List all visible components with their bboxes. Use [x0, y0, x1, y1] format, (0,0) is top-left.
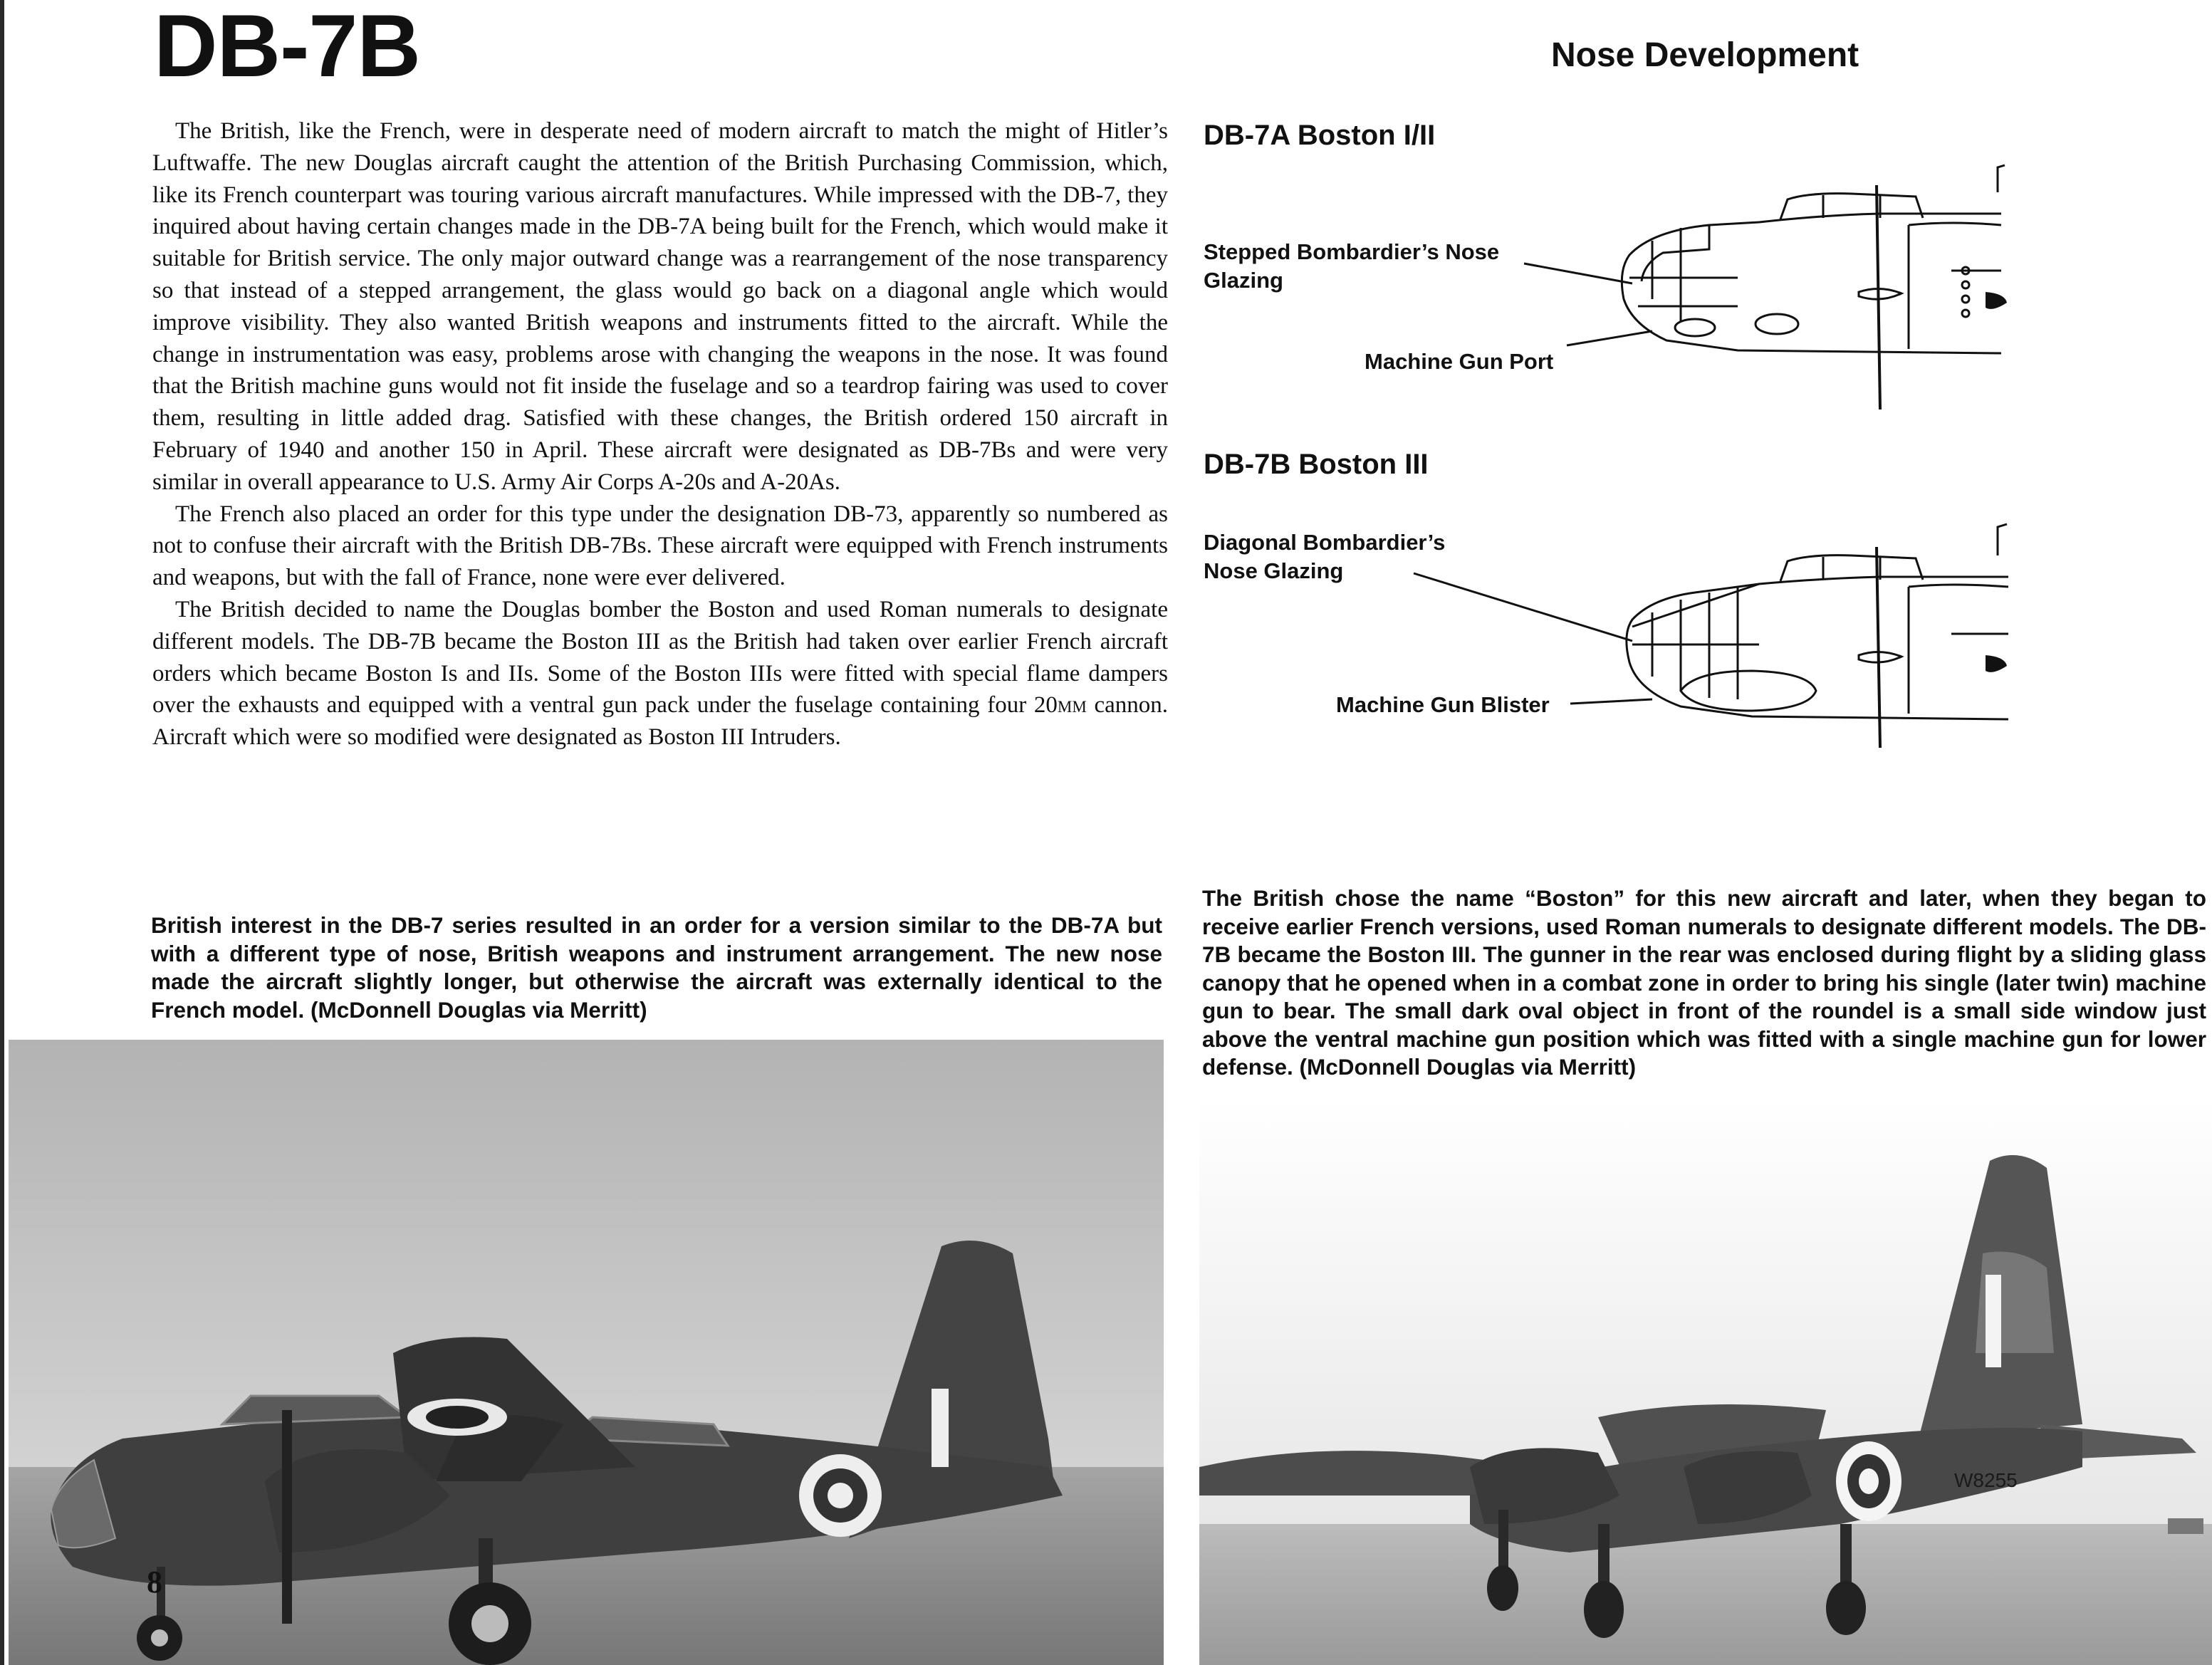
- diagram-title-db7a: DB-7A Boston I/II: [1204, 120, 1436, 151]
- machine-gun-port-shape: [1675, 319, 1715, 336]
- body-paragraph: [152, 594, 1168, 753]
- callout-gun-port: Machine Gun Port: [1365, 349, 1554, 374]
- leader-line: [1567, 331, 1652, 345]
- para3-text: The British decided to name the Douglas bomber the Boston and used Roman numerals to designate different models. The DB-7B became the Boston III as the British had taken over earlier French aircraft orders which became Boston Is and IIs. Some of the Boston IIIs were fitted with special flame dampers over the exhausts and equipped with a ventral gun pack under the fuselage containing four 20: [152, 596, 1168, 719]
- page-title: DB-7B: [154, 0, 420, 95]
- callout-line: Glazing: [1204, 268, 1283, 293]
- unit-mm: mm: [1057, 692, 1087, 719]
- leader-line: [1570, 699, 1652, 704]
- callout-gun-blister: Machine Gun Blister: [1336, 692, 1550, 717]
- diagram-db7b-nose: [1196, 513, 2023, 769]
- callout-line: Nose Glazing: [1204, 558, 1344, 583]
- diagram-title-db7b: DB-7B Boston III: [1204, 449, 1429, 480]
- callout-line: Diagonal Bombardier’s: [1204, 530, 1446, 555]
- leader-line: [1524, 263, 1632, 283]
- photo-caption-left: British interest in the DB-7 series resulted in an order for a version similar to the DB-7A but with a different type of nose, British weapons and instrument arrangement. The new nose made the aircraft slightly longer, but otherwise the aircraft was externally identical to the French model. (McDonnell Douglas via Merritt): [151, 912, 1162, 1023]
- callout-line: Stepped Bombardier’s Nose: [1204, 239, 1500, 264]
- diagram-db7a-nose: [1196, 157, 2023, 427]
- machine-gun-blister-shape: [1681, 671, 1816, 711]
- photo-boston-iii: [1199, 1097, 2212, 1665]
- body-text: [152, 115, 1168, 753]
- photo-db7b-side: [9, 1040, 1164, 1665]
- leader-line: [1414, 573, 1632, 641]
- page-edge-shadow: [0, 0, 4, 1665]
- body-paragraph: The French also placed an order for this type under the designation DB-73, apparently so numbered as not to confuse their aircraft with the British DB-7Bs. These aircraft were equipped with French instruments and weapons, but with the fall of France, none were ever delivered.: [152, 501, 1168, 591]
- body-paragraph: The British, like the French, were in desperate need of modern aircraft to match the might of Hitler’s Luftwaffe. The new Douglas aircraft caught the attention of the British Purchasing Commission, which, like its French counterpart was touring various aircraft manufactures. While impressed with the DB-7, they inquired about having certain changes made in the DB-7A being built for the French, which would make it suitable for British service. The only major outward change was a rearrangement of the nose transparency so that instead of a stepped arrangement, the glass would go back on a diagonal angle which would improve visibility. They also wanted British weapons and instruments fitted to the aircraft. While the change in instrumentation was easy, problems arose with changing the weapons in the nose. It was found that the British machine guns would not fit inside the fuselage and so a teardrop fairing was used to cover them, resulting in little added drag. Satisfied with these changes, the British ordered 150 aircraft in February of 1940 and another 150 in April. These aircraft were designated as DB-7Bs and were very similar in overall appearance to U.S. Army Air Corps A-20s and A-20As.: [152, 118, 1168, 495]
- para3-text-end: cannon. Aircraft which were so modified were designated as Boston III Intruders.: [152, 692, 1169, 751]
- aircraft-serial: W8255: [1954, 1469, 2018, 1491]
- section-heading: Nose Development: [1551, 36, 1859, 74]
- photo-caption-right: The British chose the name “Boston” for this new aircraft and later, when they began to receive earlier French versions, used Roman numerals to designate different models. The DB-7B became the Boston III. The gunner in the rear was enclosed during flight by a sliding glass canopy that he opened when in a combat zone in order to bring his single (later twin) machine gun to bear. The small dark oval object in front of the roundel is a small side window just above the ventral machine gun position which was fitted with a single machine gun for lower defense. (McDonnell Douglas via Merritt): [1202, 885, 2206, 1080]
- page-number: 8: [147, 1565, 162, 1599]
